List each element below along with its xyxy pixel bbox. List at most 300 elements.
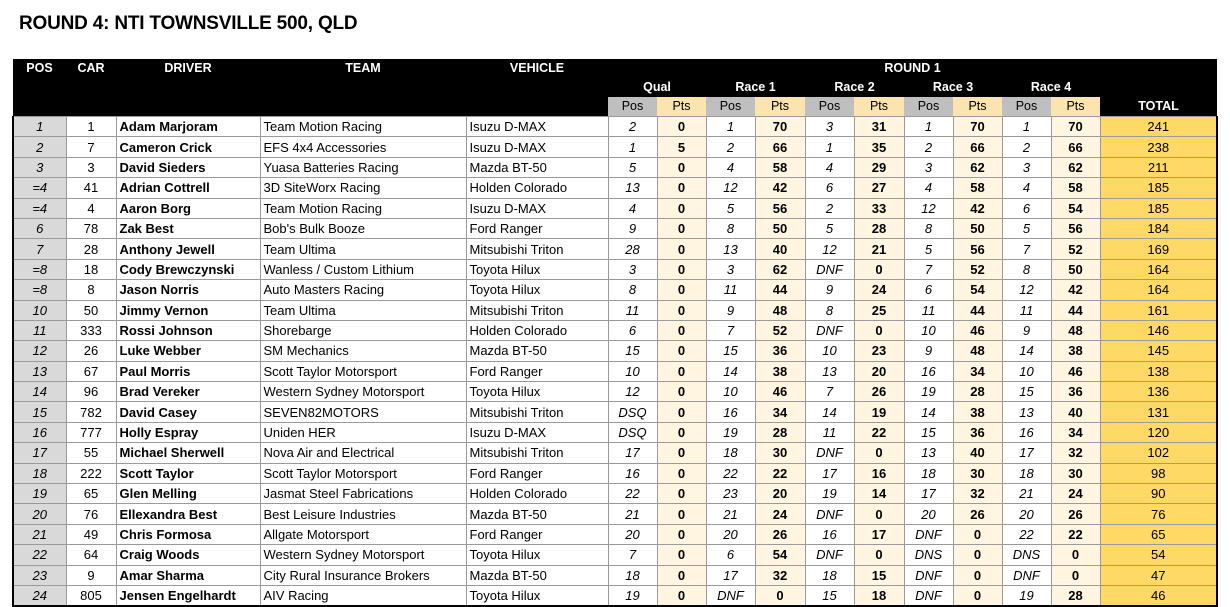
row-car-number: 333 [66, 320, 116, 340]
row-total: 138 [1100, 361, 1217, 381]
race4-pts: 0 [1051, 545, 1100, 565]
race3-pts: 62 [953, 157, 1002, 177]
race3-pts: 0 [953, 585, 1002, 606]
race2-pos: 14 [805, 402, 854, 422]
row-team: Western Sydney Motorsport [260, 545, 466, 565]
race3-pos: 8 [904, 218, 953, 238]
table-row [13, 484, 1217, 504]
row-total: 164 [1100, 259, 1217, 279]
race1-pts: 66 [755, 137, 805, 157]
race3-pos: 18 [904, 463, 953, 483]
row-position: 12 [13, 341, 66, 361]
row-car-number: 65 [66, 484, 116, 504]
row-car-number: 49 [66, 524, 116, 544]
table-row [13, 565, 1217, 585]
race2-pos: 19 [805, 484, 854, 504]
race3-pos: DNS [904, 545, 953, 565]
row-position: 24 [13, 585, 66, 606]
race2-pos: 3 [805, 117, 854, 137]
table-row [13, 300, 1217, 320]
row-vehicle: Isuzu D-MAX [466, 422, 608, 442]
header-car: CAR [66, 59, 116, 78]
table-row [13, 218, 1217, 238]
race3-pos: 3 [904, 157, 953, 177]
table-row [13, 137, 1217, 157]
subheader-pts: Pts [854, 97, 904, 117]
row-team: SM Mechanics [260, 341, 466, 361]
row-team: AIV Racing [260, 585, 466, 606]
qual-pos: 21 [608, 504, 657, 524]
qual-pos: 17 [608, 443, 657, 463]
race3-pts: 54 [953, 280, 1002, 300]
row-vehicle: Mazda BT-50 [466, 565, 608, 585]
qual-pos: 11 [608, 300, 657, 320]
race2-pos: DNF [805, 545, 854, 565]
qual-pts: 0 [657, 422, 706, 442]
row-vehicle: Mazda BT-50 [466, 504, 608, 524]
row-car-number: 3 [66, 157, 116, 177]
row-driver: Rossi Johnson [116, 320, 260, 340]
row-car-number: 18 [66, 259, 116, 279]
race1-pos: DNF [706, 585, 755, 606]
race4-pts: 56 [1051, 218, 1100, 238]
row-total: 76 [1100, 504, 1217, 524]
race2-pos: 8 [805, 300, 854, 320]
qual-pts: 0 [657, 585, 706, 606]
race1-pts: 20 [755, 484, 805, 504]
race3-pos: 9 [904, 341, 953, 361]
header-total: TOTAL [1100, 97, 1217, 117]
race4-pts: 38 [1051, 341, 1100, 361]
race3-pos: DNF [904, 565, 953, 585]
row-vehicle: Holden Colorado [466, 320, 608, 340]
subheader-pts: Pts [657, 97, 706, 117]
row-driver: Michael Sherwell [116, 443, 260, 463]
row-driver: Craig Woods [116, 545, 260, 565]
table-row [13, 239, 1217, 259]
subheader-pts: Pts [1051, 97, 1100, 117]
page-title: ROUND 4: NTI TOWNSVILLE 500, QLD [19, 13, 358, 34]
race2-pos: 4 [805, 157, 854, 177]
row-team: Jasmat Steel Fabrications [260, 484, 466, 504]
race4-pts: 50 [1051, 259, 1100, 279]
row-team: Auto Masters Racing [260, 280, 466, 300]
row-total: 120 [1100, 422, 1217, 442]
qual-pts: 0 [657, 280, 706, 300]
qual-pos: 9 [608, 218, 657, 238]
header-team: TEAM [260, 59, 466, 78]
row-vehicle: Isuzu D-MAX [466, 198, 608, 218]
qual-pts: 0 [657, 545, 706, 565]
race4-pts: 62 [1051, 157, 1100, 177]
row-car-number: 805 [66, 585, 116, 606]
row-car-number: 1 [66, 117, 116, 137]
row-driver: Adam Marjoram [116, 117, 260, 137]
table-row [13, 280, 1217, 300]
row-vehicle: Mazda BT-50 [466, 157, 608, 177]
race4-pts: 36 [1051, 382, 1100, 402]
race2-pos: 2 [805, 198, 854, 218]
race4-pos: 12 [1002, 280, 1051, 300]
qual-pos: 6 [608, 320, 657, 340]
row-car-number: 96 [66, 382, 116, 402]
row-total: 161 [1100, 300, 1217, 320]
race2-pos: 15 [805, 585, 854, 606]
row-driver: Jason Norris [116, 280, 260, 300]
race2-pos: DNF [805, 443, 854, 463]
row-vehicle: Ford Ranger [466, 463, 608, 483]
qual-pts: 0 [657, 341, 706, 361]
qual-pos: 15 [608, 341, 657, 361]
race2-pts: 29 [854, 157, 904, 177]
subheader-pos: Pos [1002, 97, 1051, 117]
qual-pos: 19 [608, 585, 657, 606]
row-total: 185 [1100, 198, 1217, 218]
race3-pts: 44 [953, 300, 1002, 320]
race2-pts: 26 [854, 382, 904, 402]
row-position: 13 [13, 361, 66, 381]
race3-pos: DNF [904, 585, 953, 606]
row-position: 3 [13, 157, 66, 177]
race4-pos: DNF [1002, 565, 1051, 585]
race4-pts: 0 [1051, 565, 1100, 585]
row-position: 10 [13, 300, 66, 320]
subheader-pos: Pos [706, 97, 755, 117]
race4-pts: 34 [1051, 422, 1100, 442]
race1-pos: 11 [706, 280, 755, 300]
row-total: 47 [1100, 565, 1217, 585]
qual-pos: 22 [608, 484, 657, 504]
race1-pts: 48 [755, 300, 805, 320]
row-team: SEVEN82MOTORS [260, 402, 466, 422]
row-total: 185 [1100, 178, 1217, 198]
race3-pts: 28 [953, 382, 1002, 402]
race4-pos: 16 [1002, 422, 1051, 442]
row-driver: David Casey [116, 402, 260, 422]
race2-pts: 22 [854, 422, 904, 442]
race3-pts: 66 [953, 137, 1002, 157]
row-car-number: 9 [66, 565, 116, 585]
row-car-number: 64 [66, 545, 116, 565]
row-car-number: 41 [66, 178, 116, 198]
table-row [13, 463, 1217, 483]
race1-pts: 42 [755, 178, 805, 198]
race2-pts: 16 [854, 463, 904, 483]
table-row [13, 361, 1217, 381]
race2-pts: 25 [854, 300, 904, 320]
row-vehicle: Isuzu D-MAX [466, 117, 608, 137]
race1-pos: 20 [706, 524, 755, 544]
race4-pos: 20 [1002, 504, 1051, 524]
race4-pts: 24 [1051, 484, 1100, 504]
race2-pts: 14 [854, 484, 904, 504]
row-vehicle: Holden Colorado [466, 178, 608, 198]
row-driver: Ellexandra Best [116, 504, 260, 524]
row-team: Allgate Motorsport [260, 524, 466, 544]
table-row [13, 422, 1217, 442]
qual-pos: 4 [608, 198, 657, 218]
row-position: 22 [13, 545, 66, 565]
race1-pos: 23 [706, 484, 755, 504]
race4-pos: 17 [1002, 443, 1051, 463]
row-position: 1 [13, 117, 66, 137]
race4-pts: 22 [1051, 524, 1100, 544]
qual-pos: 16 [608, 463, 657, 483]
table-row [13, 198, 1217, 218]
row-total: 211 [1100, 157, 1217, 177]
race4-pts: 52 [1051, 239, 1100, 259]
header-qual: Qual [608, 78, 706, 97]
row-driver: Chris Formosa [116, 524, 260, 544]
race2-pos: 12 [805, 239, 854, 259]
race3-pos: 14 [904, 402, 953, 422]
qual-pts: 0 [657, 565, 706, 585]
row-driver: Jimmy Vernon [116, 300, 260, 320]
race3-pos: 15 [904, 422, 953, 442]
row-vehicle: Toyota Hilux [466, 259, 608, 279]
race2-pts: 23 [854, 341, 904, 361]
row-team: Nova Air and Electrical [260, 443, 466, 463]
race2-pos: 6 [805, 178, 854, 198]
race2-pts: 21 [854, 239, 904, 259]
race4-pos: 2 [1002, 137, 1051, 157]
race1-pos: 18 [706, 443, 755, 463]
race3-pos: 6 [904, 280, 953, 300]
header-race1: Race 1 [706, 78, 805, 97]
race3-pts: 30 [953, 463, 1002, 483]
qual-pos: DSQ [608, 402, 657, 422]
row-position: 18 [13, 463, 66, 483]
race2-pts: 0 [854, 259, 904, 279]
race1-pos: 5 [706, 198, 755, 218]
race2-pts: 27 [854, 178, 904, 198]
race1-pts: 58 [755, 157, 805, 177]
race3-pts: 50 [953, 218, 1002, 238]
race1-pts: 22 [755, 463, 805, 483]
race4-pts: 58 [1051, 178, 1100, 198]
row-car-number: 67 [66, 361, 116, 381]
row-total: 145 [1100, 341, 1217, 361]
subheader-pts: Pts [953, 97, 1002, 117]
row-position: =8 [13, 259, 66, 279]
row-team: Bob's Bulk Booze [260, 218, 466, 238]
race4-pts: 44 [1051, 300, 1100, 320]
race4-pos: 21 [1002, 484, 1051, 504]
row-position: 19 [13, 484, 66, 504]
row-total: 238 [1100, 137, 1217, 157]
row-vehicle: Mitsubishi Triton [466, 402, 608, 422]
row-position: 15 [13, 402, 66, 422]
qual-pts: 0 [657, 300, 706, 320]
race2-pts: 0 [854, 545, 904, 565]
row-team: 3D SiteWorx Racing [260, 178, 466, 198]
race3-pos: 17 [904, 484, 953, 504]
race1-pos: 7 [706, 320, 755, 340]
table-row [13, 524, 1217, 544]
header-race2: Race 2 [805, 78, 904, 97]
qual-pts: 0 [657, 443, 706, 463]
row-car-number: 78 [66, 218, 116, 238]
row-driver: Aaron Borg [116, 198, 260, 218]
standings-table [12, 59, 1218, 607]
row-team: Team Ultima [260, 239, 466, 259]
race2-pos: DNF [805, 259, 854, 279]
race1-pos: 22 [706, 463, 755, 483]
row-position: 6 [13, 218, 66, 238]
race1-pts: 44 [755, 280, 805, 300]
row-vehicle: Mitsubishi Triton [466, 300, 608, 320]
header-driver: DRIVER [116, 59, 260, 78]
race1-pts: 24 [755, 504, 805, 524]
race2-pos: 10 [805, 341, 854, 361]
qual-pts: 0 [657, 198, 706, 218]
table-row [13, 259, 1217, 279]
race4-pts: 46 [1051, 361, 1100, 381]
row-team: Uniden HER [260, 422, 466, 442]
row-car-number: 55 [66, 443, 116, 463]
qual-pos: 20 [608, 524, 657, 544]
table-row [13, 117, 1217, 137]
row-car-number: 50 [66, 300, 116, 320]
qual-pos: 8 [608, 280, 657, 300]
row-vehicle: Isuzu D-MAX [466, 137, 608, 157]
table-row [13, 585, 1217, 606]
race3-pos: 13 [904, 443, 953, 463]
race1-pos: 6 [706, 545, 755, 565]
row-total: 54 [1100, 545, 1217, 565]
qual-pos: 7 [608, 545, 657, 565]
race4-pts: 54 [1051, 198, 1100, 218]
subheader-pts: Pts [755, 97, 805, 117]
row-car-number: 26 [66, 341, 116, 361]
race2-pos: 17 [805, 463, 854, 483]
race3-pos: 19 [904, 382, 953, 402]
qual-pos: DSQ [608, 422, 657, 442]
race4-pos: 8 [1002, 259, 1051, 279]
race1-pts: 38 [755, 361, 805, 381]
row-vehicle: Ford Ranger [466, 218, 608, 238]
race2-pos: 11 [805, 422, 854, 442]
row-driver: Glen Melling [116, 484, 260, 504]
race2-pts: 0 [854, 504, 904, 524]
race1-pts: 32 [755, 565, 805, 585]
row-driver: Zak Best [116, 218, 260, 238]
qual-pts: 0 [657, 504, 706, 524]
race4-pos: 7 [1002, 239, 1051, 259]
race4-pos: DNS [1002, 545, 1051, 565]
race1-pts: 52 [755, 320, 805, 340]
row-position: 14 [13, 382, 66, 402]
row-position: 11 [13, 320, 66, 340]
race1-pts: 28 [755, 422, 805, 442]
race3-pos: 4 [904, 178, 953, 198]
race4-pts: 66 [1051, 137, 1100, 157]
race2-pts: 18 [854, 585, 904, 606]
row-car-number: 7 [66, 137, 116, 157]
race4-pts: 26 [1051, 504, 1100, 524]
race2-pos: 9 [805, 280, 854, 300]
subheader-pos: Pos [904, 97, 953, 117]
race1-pts: 40 [755, 239, 805, 259]
race3-pts: 70 [953, 117, 1002, 137]
race1-pos: 13 [706, 239, 755, 259]
qual-pts: 0 [657, 239, 706, 259]
table-row [13, 402, 1217, 422]
race1-pts: 46 [755, 382, 805, 402]
row-driver: Cameron Crick [116, 137, 260, 157]
race2-pts: 24 [854, 280, 904, 300]
row-total: 184 [1100, 218, 1217, 238]
row-total: 65 [1100, 524, 1217, 544]
table-row [13, 504, 1217, 524]
row-position: 17 [13, 443, 66, 463]
row-vehicle: Mazda BT-50 [466, 341, 608, 361]
header-pos: POS [13, 59, 66, 78]
race4-pos: 22 [1002, 524, 1051, 544]
race2-pos: DNF [805, 320, 854, 340]
race4-pos: 14 [1002, 341, 1051, 361]
race1-pos: 14 [706, 361, 755, 381]
race2-pts: 15 [854, 565, 904, 585]
qual-pos: 2 [608, 117, 657, 137]
row-position: 20 [13, 504, 66, 524]
race1-pos: 17 [706, 565, 755, 585]
row-total: 169 [1100, 239, 1217, 259]
race4-pos: 15 [1002, 382, 1051, 402]
race1-pts: 36 [755, 341, 805, 361]
qual-pts: 0 [657, 382, 706, 402]
race2-pts: 19 [854, 402, 904, 422]
row-total: 98 [1100, 463, 1217, 483]
row-driver: Adrian Cottrell [116, 178, 260, 198]
row-team: Team Ultima [260, 300, 466, 320]
race1-pts: 56 [755, 198, 805, 218]
row-position: =4 [13, 178, 66, 198]
qual-pts: 0 [657, 402, 706, 422]
row-team: Wanless / Custom Lithium [260, 259, 466, 279]
qual-pos: 12 [608, 382, 657, 402]
qual-pts: 5 [657, 137, 706, 157]
race4-pts: 32 [1051, 443, 1100, 463]
row-position: 21 [13, 524, 66, 544]
race1-pts: 30 [755, 443, 805, 463]
row-total: 164 [1100, 280, 1217, 300]
row-total: 241 [1100, 117, 1217, 137]
row-team: Best Leisure Industries [260, 504, 466, 524]
qual-pts: 0 [657, 178, 706, 198]
race1-pos: 10 [706, 382, 755, 402]
row-driver: Anthony Jewell [116, 239, 260, 259]
race2-pts: 0 [854, 320, 904, 340]
race2-pts: 31 [854, 117, 904, 137]
race4-pts: 28 [1051, 585, 1100, 606]
race1-pts: 0 [755, 585, 805, 606]
race1-pos: 9 [706, 300, 755, 320]
race1-pos: 8 [706, 218, 755, 238]
row-driver: Luke Webber [116, 341, 260, 361]
race3-pts: 34 [953, 361, 1002, 381]
row-team: EFS 4x4 Accessories [260, 137, 466, 157]
row-driver: David Sieders [116, 157, 260, 177]
qual-pts: 0 [657, 361, 706, 381]
race4-pts: 30 [1051, 463, 1100, 483]
row-driver: Paul Morris [116, 361, 260, 381]
header-race4: Race 4 [1002, 78, 1100, 97]
table-row [13, 341, 1217, 361]
row-total: 146 [1100, 320, 1217, 340]
row-team: City Rural Insurance Brokers [260, 565, 466, 585]
header-vehicle: VEHICLE [466, 59, 608, 78]
